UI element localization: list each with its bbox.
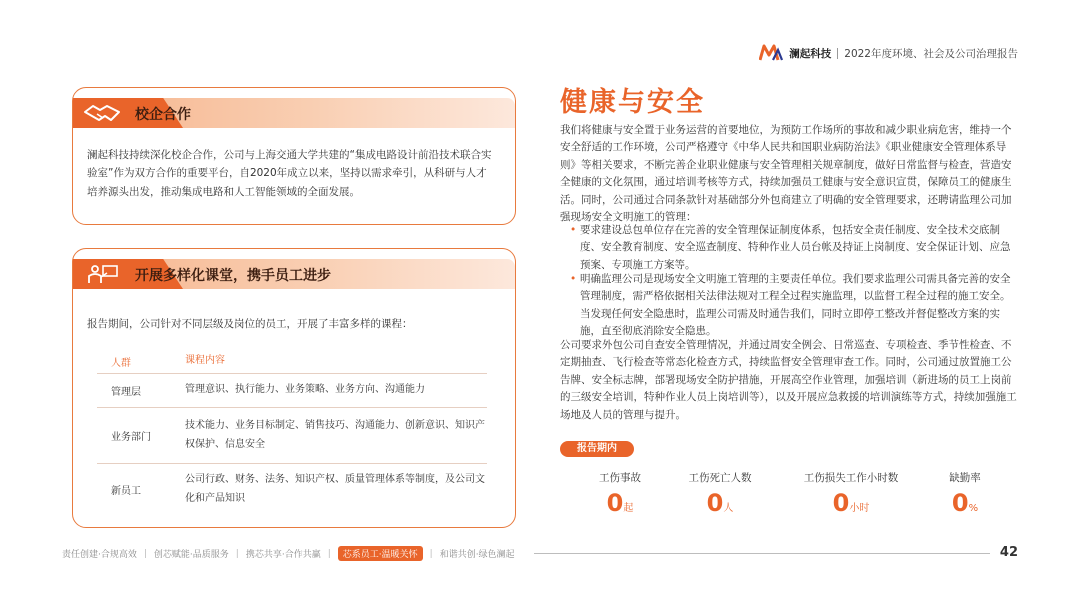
- footer-nav-item-active[interactable]: 芯系员工·温暖关怀: [338, 546, 423, 561]
- table-cell-content: 技术能力、业务目标制定、销售技巧、沟通能力、创新意识、知识产权保护、信息安全: [185, 420, 485, 450]
- table-row: [97, 373, 487, 407]
- stat-value: 0: [951, 489, 969, 517]
- page-number: 42: [999, 545, 1018, 560]
- table-header-group: 人群: [111, 357, 131, 369]
- stat-lost-hours: [796, 470, 906, 517]
- footer-nav: 责任创建·合规高效 | 创芯赋能·品质服务 | 携芯共享·合作共赢 | 芯系员工·温暖关怀 | 和谐共创·绿色澜起: [62, 546, 515, 561]
- outsourcing-paragraph: 公司要求外包公司自查安全管理情况，并通过周安全例会、日常巡查、专项检查、季节性检查、不定期抽查、飞行检查等常态化检查方式，持续监督安全管理审查工作。同时，公司通过放置施工公告牌、安全标志牌，部署现场安全防护措施，开展高空作业管理，加强培训（新进场的员工上岗前的三级安全培训，特种作业人员上岗培训等），以及开展应急救援的培训演练等方式，持续加强施工场地及人员的管理与提升。: [560, 339, 1017, 421]
- company-logo-icon: [759, 44, 783, 62]
- section-title: 健康与安全: [560, 87, 705, 118]
- card-title: 开展多样化课堂，携手员工进步: [135, 268, 331, 284]
- handshake-icon: [83, 102, 121, 124]
- table-header-content: 课程内容: [185, 354, 225, 366]
- footer-nav-item[interactable]: 责任创建·合规高效: [62, 550, 137, 560]
- table-row: [97, 463, 487, 515]
- stat-label: 工伤事故: [599, 472, 641, 484]
- diverse-classes-card: [72, 248, 516, 528]
- training-icon: [83, 263, 121, 285]
- stat-label: 工伤死亡人数: [688, 472, 752, 484]
- period-badge: 报告期内: [560, 441, 634, 457]
- report-header: [759, 44, 1018, 62]
- header-divider: [837, 48, 838, 59]
- table-cell-content: 公司行政、财务、法务、知识产权、质量管理体系等制度，及公司文化和产品知识: [185, 474, 485, 504]
- card-body-text: 澜起科技持续深化校企合作，公司与上海交通大学共建的“集成电路设计前沿技术联合实验室”作为双方合作的重要平台，自2020年成立以来，坚持以需求牵引，从科研与人才培养源头出发，推动集成电路和人工智能领域的全面发展。: [87, 149, 492, 198]
- stat-unit: 小时: [849, 503, 870, 514]
- footer-nav-item[interactable]: 创芯赋能·品质服务: [153, 550, 229, 560]
- table-cell-group: 管理层: [111, 387, 141, 398]
- report-title: 2022年度环境、社会及公司治理报告: [844, 47, 1018, 60]
- footer-nav-item[interactable]: 携芯共享·合作共赢: [245, 550, 321, 560]
- course-table: [97, 349, 487, 515]
- table-cell-group: 业务部门: [111, 432, 151, 443]
- card-header: [73, 259, 515, 289]
- stat-unit: 起: [623, 503, 634, 514]
- table-row: [97, 407, 487, 463]
- safety-stats: [560, 470, 1030, 520]
- stat-absence-rate: [940, 470, 990, 517]
- stat-label: 缺勤率: [949, 472, 981, 484]
- bullet-item: • 明确监理公司是现场安全文明施工管理的主要责任单位。我们要求监理公司需具备完善的安全管理制度，需严格依据相关法律法规对工程全过程实施监理，以监督工程全过程的施工安全。当发现任何安全隐患时，监理公司需及时通告我们，同时立即停工整改并督促整改方案的实施，直至彻底消除安全隐患。: [570, 271, 1020, 341]
- stat-value: 0: [832, 489, 850, 517]
- table-cell-group: 新员工: [111, 486, 141, 497]
- stat-injury-accidents: [590, 470, 650, 517]
- school-enterprise-card: [72, 87, 516, 225]
- table-header: [97, 349, 487, 373]
- card-intro-text: 报告期间，公司针对不同层级及岗位的员工，开展了丰富多样的课程：: [87, 318, 413, 330]
- table-cell-content: 管理意识、执行能力、业务策略、业务方向、沟通能力: [185, 384, 425, 396]
- brand-name: 澜起科技: [789, 47, 832, 60]
- intro-paragraph: 我们将健康与安全置于业务运营的首要地位，为预防工作场所的事故和减少职业病危害，维持一个安全舒适的工作环境，公司严格遵守《中华人民共和国职业病防治法》《职业健康安全管理体系导则》等相关要求，不断完善企业职业健康与安全管理相关规章制度，做好日常监督与检查，营造安全健康的文化氛围，通过培训考核等方式，持续加强员工健康与安全意识宣贯，保障员工的健康生活。同时，公司通过合同条款针对基础部分外包商建立了明确的安全管理要求，还聘请监理公司加强现场安全文明施工的管理：: [560, 124, 1012, 224]
- stat-value: 0: [606, 489, 624, 517]
- footer-divider: [534, 553, 990, 554]
- stat-label: 工伤损失工作小时数: [803, 472, 899, 484]
- bullet-item: • 要求建设总包单位存在完善的安全管理保证制度体系，包括安全责任制度、安全技术交底制度、安全教育制度、安全巡查制度、特种作业人员台帐及持证上岗制度、安全保证计划、应急预案、专项施工方案等。: [570, 222, 1020, 274]
- footer-nav-item[interactable]: 和谐共创·绿色澜起: [439, 550, 515, 560]
- card-header: [73, 98, 515, 128]
- stat-unit: 人: [723, 503, 734, 514]
- stat-fatalities: [680, 470, 760, 517]
- stat-unit: %: [968, 503, 979, 514]
- stat-value: 0: [706, 489, 724, 517]
- card-title: 校企合作: [135, 107, 191, 123]
